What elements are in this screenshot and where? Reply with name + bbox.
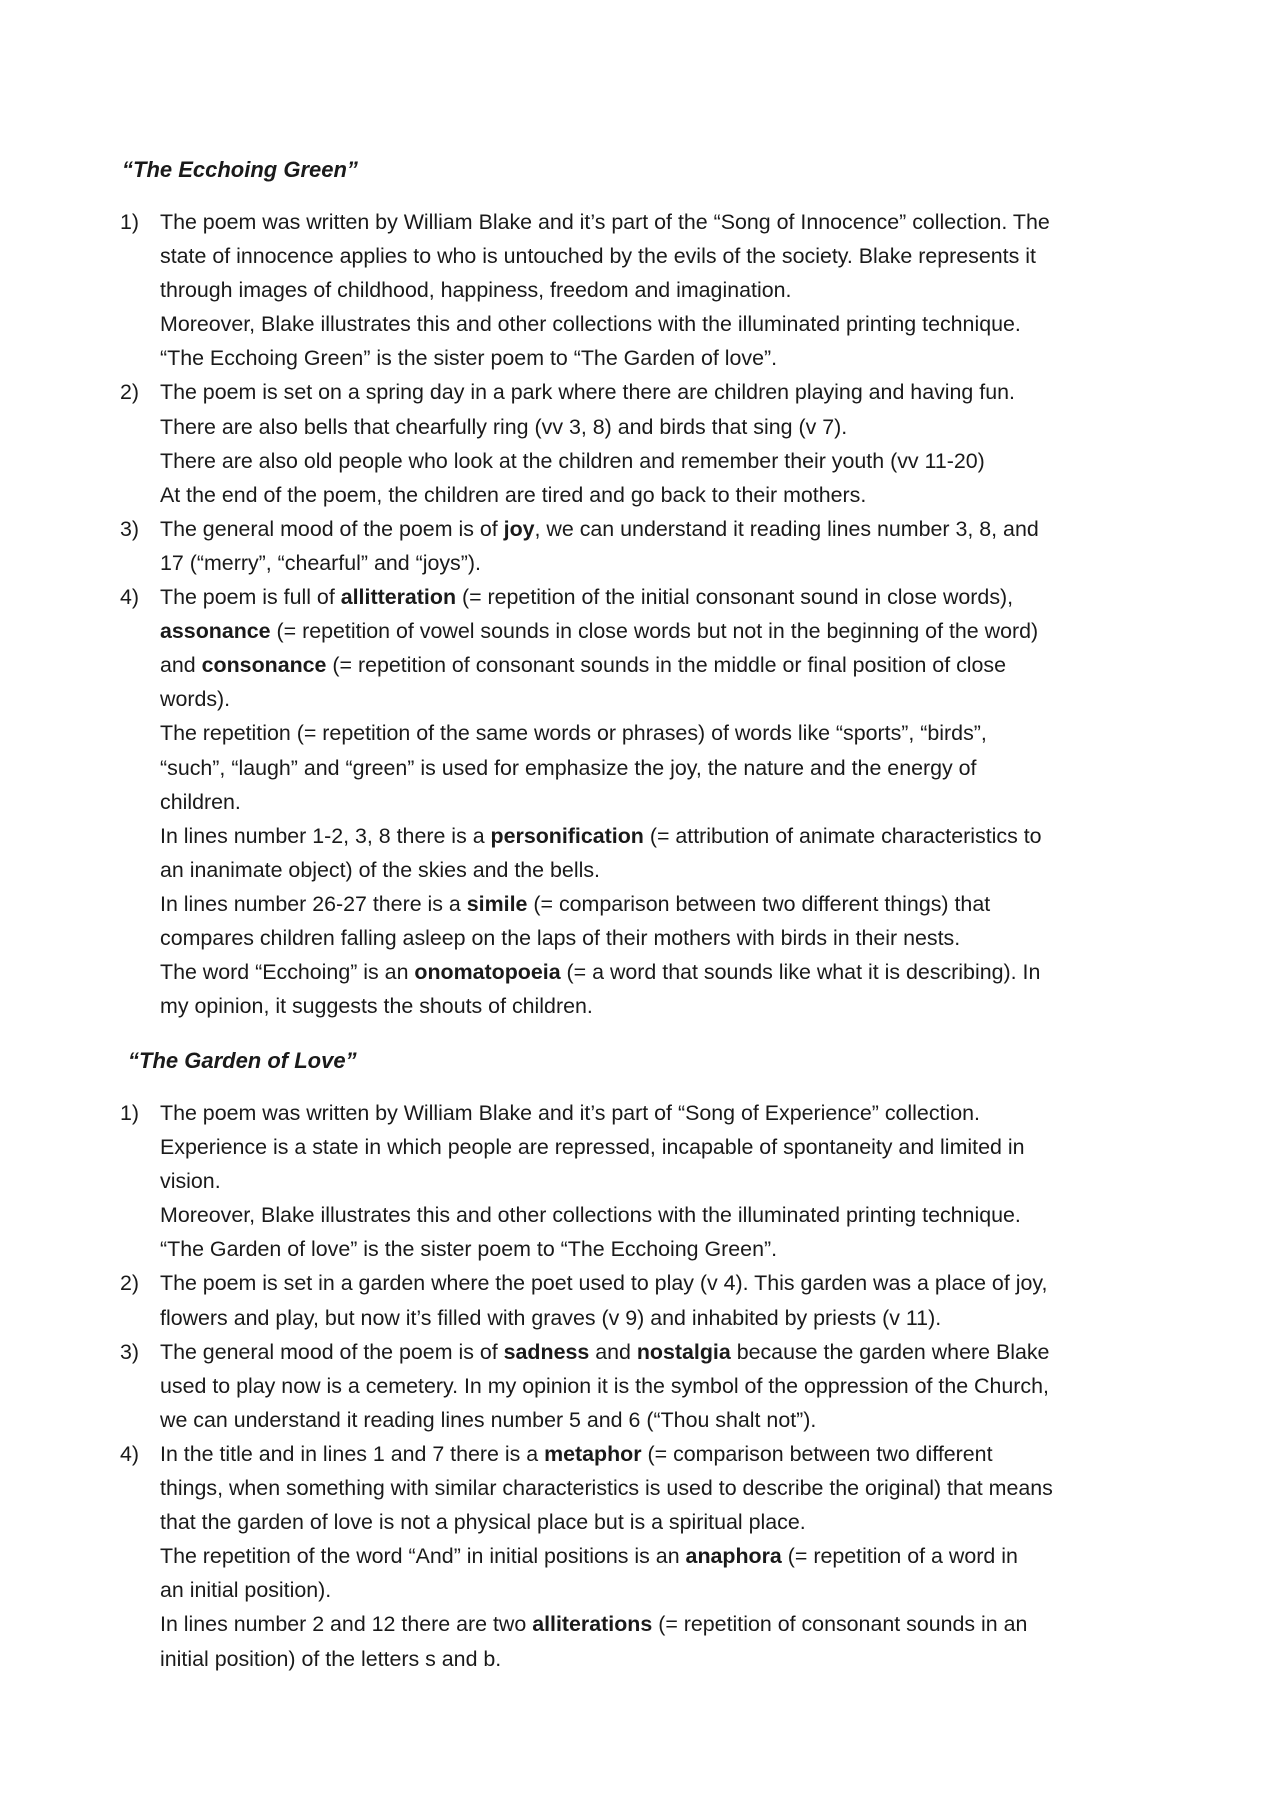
item-number: 1) <box>120 1101 140 1125</box>
text-line <box>160 1437 1170 1471</box>
text-line <box>160 478 1170 512</box>
item-number: 3) <box>120 1339 140 1364</box>
text-line <box>160 375 1170 409</box>
text-line <box>160 1369 1170 1403</box>
text-segment: Moreover, Blake illustrates this and other collections with the illuminated printing technique. <box>160 1203 1021 1228</box>
text-line <box>160 887 1170 921</box>
text-line <box>160 1403 1170 1437</box>
text-line <box>160 716 1170 750</box>
text-segment: Experience is a state in which people are repressed, incapable of spontaneity and limited in <box>160 1135 1025 1160</box>
text-line <box>160 512 1170 546</box>
text-segment: things, when something with similar characteristics is used to describe the original) that means <box>160 1476 1053 1501</box>
text-line <box>160 682 1170 716</box>
text-line <box>160 1607 1170 1641</box>
list-item <box>120 1437 1170 1676</box>
key-term: sadness <box>503 1339 590 1364</box>
analysis-list-garden-of-love <box>120 1096 1170 1676</box>
text-line <box>160 341 1170 375</box>
text-segment: through images of childhood, happiness, freedom and imagination. <box>160 278 792 303</box>
item-number: 1) <box>120 210 140 234</box>
list-item <box>120 512 1170 580</box>
key-term: joy <box>503 516 535 541</box>
key-term: allitteration <box>340 585 457 610</box>
text-segment: The poem was written by William Blake and it’s part of the “Song of Innocence” collection. The <box>160 210 1050 234</box>
text-segment: In lines number 26-27 there is a <box>160 891 467 916</box>
text-segment: 17 (“merry”, “chearful” and “joys”). <box>160 550 481 575</box>
text-segment: (= repetition of consonant sounds in the middle or final position of close <box>326 653 1007 678</box>
text-segment: Moreover, Blake illustrates this and other collections with the illuminated printing technique. <box>160 312 1021 337</box>
item-number: 2) <box>120 380 140 405</box>
key-term: simile <box>466 891 528 916</box>
key-term: metaphor <box>544 1441 642 1466</box>
text-segment: we can understand it reading lines number 5 and 6 (“Thou shalt not”). <box>160 1407 817 1432</box>
item-number: 3) <box>120 516 140 541</box>
text-line <box>160 1539 1170 1573</box>
text-segment: The poem was written by William Blake and it’s part of “Song of Experience” collection. <box>160 1101 980 1125</box>
list-item <box>120 205 1170 375</box>
text-segment: There are also bells that chearfully ring (vv 3, 8) and birds that sing (v 7). <box>160 414 848 439</box>
text-segment: , we can understand it reading lines number 3, 8, and <box>534 516 1039 541</box>
item-number: 4) <box>120 585 140 610</box>
text-line <box>160 1335 1170 1369</box>
text-line <box>160 580 1170 614</box>
key-term: onomatopoeia <box>414 960 561 985</box>
text-line <box>160 614 1170 648</box>
list-item <box>120 1266 1170 1334</box>
text-segment: In the title and in lines 1 and 7 there is a <box>160 1441 545 1466</box>
text-segment: (= repetition of consonant sounds in an <box>652 1612 1028 1637</box>
item-number: 4) <box>120 1441 140 1466</box>
text-segment: The general mood of the poem is of <box>160 1339 504 1364</box>
key-term: personification <box>490 823 644 848</box>
text-segment: “such”, “laugh” and “green” is used for emphasize the joy, the nature and the energy of <box>160 755 977 780</box>
text-line <box>160 1232 1170 1266</box>
text-segment: words). <box>160 687 231 712</box>
key-term: consonance <box>201 653 327 678</box>
text-line <box>160 1266 1170 1300</box>
text-segment: used to play now is a cemetery. In my opinion it is the symbol of the oppression of the Church, <box>160 1373 1049 1398</box>
key-term: anaphora <box>685 1544 782 1569</box>
text-segment: (= comparison between two different <box>641 1441 993 1466</box>
key-term: alliterations <box>532 1612 653 1637</box>
section-title-garden-of-love: “The Garden of Love” <box>128 1048 357 1073</box>
text-line <box>160 1471 1170 1505</box>
list-item <box>120 1335 1170 1437</box>
key-term: nostalgia <box>636 1339 731 1364</box>
text-segment: flowers and play, but now it’s filled with graves (v 9) and inhabited by priests (v 11). <box>160 1305 942 1330</box>
text-line <box>160 1301 1170 1335</box>
text-segment: initial position) of the letters s and b. <box>160 1646 502 1671</box>
text-line <box>160 1096 1170 1130</box>
text-segment: The poem is set in a garden where the poet used to play (v 4). This garden was a place of joy, <box>160 1271 1048 1296</box>
text-segment: compares children falling asleep on the laps of their mothers with birds in their nests. <box>160 925 961 950</box>
text-segment: because the garden where Blake <box>730 1339 1050 1364</box>
text-line <box>160 1198 1170 1232</box>
list-item <box>120 580 1170 1023</box>
text-line <box>160 1573 1170 1607</box>
text-line <box>160 1130 1170 1164</box>
list-item <box>120 375 1170 511</box>
item-number: 2) <box>120 1271 140 1296</box>
section-title-ecchoing-green: “The Ecchoing Green” <box>122 157 358 182</box>
text-segment: (= repetition of the initial consonant sound in close words), <box>456 585 1014 610</box>
text-segment: The general mood of the poem is of <box>160 516 504 541</box>
text-line <box>160 921 1170 955</box>
text-line <box>160 1505 1170 1539</box>
text-segment: an inanimate object) of the skies and the bells. <box>160 857 600 882</box>
text-line <box>160 819 1170 853</box>
text-line <box>160 955 1170 989</box>
text-line <box>160 1164 1170 1198</box>
text-segment: (= a word that sounds like what it is describing). In <box>560 960 1041 985</box>
text-segment: vision. <box>160 1169 221 1194</box>
text-segment: an initial position). <box>160 1578 332 1603</box>
text-segment: children. <box>160 789 241 814</box>
text-segment: The poem is set on a spring day in a park where there are children playing and having fun. <box>160 380 1015 405</box>
text-segment: (= repetition of vowel sounds in close words but not in the beginning of the word) <box>270 619 1039 644</box>
text-line <box>160 648 1170 682</box>
text-line <box>160 444 1170 478</box>
text-line <box>160 1642 1170 1676</box>
text-segment: state of innocence applies to who is untouched by the evils of the society. Blake represents it <box>160 244 1036 269</box>
text-segment: There are also old people who look at the children and remember their youth (vv 11-20) <box>160 448 985 473</box>
text-segment: The word “Ecchoing” is an <box>160 960 415 985</box>
text-segment: The repetition (= repetition of the same words or phrases) of words like “sports”, “birds”, <box>160 721 987 746</box>
list-item <box>120 1096 1170 1266</box>
text-line <box>160 410 1170 444</box>
text-line <box>160 205 1170 239</box>
text-segment: “The Ecchoing Green” is the sister poem to “The Garden of love”. <box>160 346 778 371</box>
text-line <box>160 239 1170 273</box>
analysis-list-ecchoing-green <box>120 205 1170 1023</box>
text-segment: and <box>589 1339 637 1364</box>
text-segment: my opinion, it suggests the shouts of children. <box>160 994 593 1019</box>
text-segment: In lines number 2 and 12 there are two <box>160 1612 533 1637</box>
text-segment: (= comparison between two different things) that <box>527 891 991 916</box>
text-line <box>160 273 1170 307</box>
text-segment: In lines number 1-2, 3, 8 there is a <box>160 823 491 848</box>
text-line <box>160 989 1170 1023</box>
text-segment: The poem is full of <box>160 585 341 610</box>
text-segment: “The Garden of love” is the sister poem to “The Ecchoing Green”. <box>160 1237 778 1262</box>
text-segment: At the end of the poem, the children are tired and go back to their mothers. <box>160 482 867 507</box>
text-line <box>160 785 1170 819</box>
text-segment: that the garden of love is not a physical place but is a spiritual place. <box>160 1510 806 1535</box>
text-line <box>160 751 1170 785</box>
text-line <box>160 546 1170 580</box>
text-segment: (= repetition of a word in <box>781 1544 1018 1569</box>
text-line <box>160 307 1170 341</box>
key-term: assonance <box>160 619 271 644</box>
text-line <box>160 853 1170 887</box>
text-segment: and <box>160 653 202 678</box>
text-segment: (= attribution of animate characteristics to <box>643 823 1042 848</box>
text-segment: The repetition of the word “And” in initial positions is an <box>160 1544 686 1569</box>
